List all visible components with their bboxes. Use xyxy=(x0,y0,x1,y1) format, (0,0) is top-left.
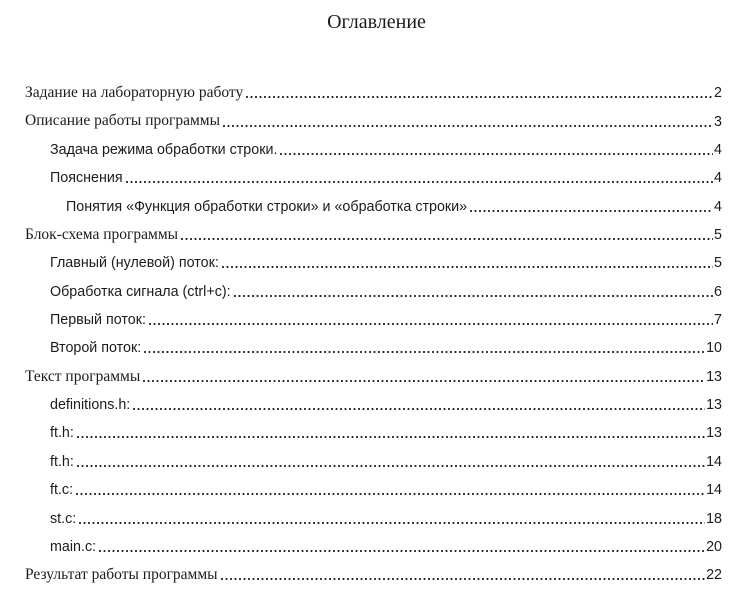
toc-entry-page: 13 xyxy=(706,368,722,385)
dot-leader xyxy=(222,266,713,268)
toc-entry-title: Обработка сигнала (ctrl+c): xyxy=(50,283,231,300)
toc-entry-page: 18 xyxy=(706,510,722,527)
toc-title: Оглавление xyxy=(327,11,426,33)
toc-entry[interactable] xyxy=(25,300,722,328)
dot-leader xyxy=(181,238,713,240)
toc-entry[interactable] xyxy=(25,413,722,441)
toc-entry-title: ft.c: xyxy=(50,482,74,499)
dot-leader xyxy=(133,408,705,410)
toc-entry[interactable] xyxy=(25,498,722,526)
toc-entry[interactable] xyxy=(25,158,722,186)
dot-leader xyxy=(76,493,705,495)
toc-entry-page: 10 xyxy=(706,340,722,357)
toc-entry-page: 13 xyxy=(706,425,722,442)
toc-entry[interactable] xyxy=(25,186,722,214)
dot-leader xyxy=(221,578,706,580)
toc-entry[interactable] xyxy=(25,130,722,158)
dot-leader xyxy=(470,210,713,212)
toc-entry-title: ft.h: xyxy=(50,453,74,470)
toc-entry[interactable] xyxy=(25,356,722,384)
toc-entry-page: 14 xyxy=(706,482,722,499)
toc-entry-page: 13 xyxy=(706,397,722,414)
dot-leader xyxy=(126,181,713,183)
toc-entry-title: Текст программы xyxy=(25,367,141,385)
toc-entry[interactable] xyxy=(25,73,722,101)
toc-entry-title: Блок-схема программы xyxy=(25,225,179,243)
toc-entry-page: 2 xyxy=(714,85,722,102)
toc-entry-page: 5 xyxy=(714,255,722,272)
toc-entry-page: 22 xyxy=(706,567,722,584)
toc-entry-title: Задача режима обработки строки. xyxy=(50,142,278,159)
toc-entry[interactable] xyxy=(25,101,722,129)
toc-entry[interactable] xyxy=(25,470,722,498)
dot-leader xyxy=(144,351,705,353)
dot-leader xyxy=(77,465,705,467)
dot-leader xyxy=(79,522,705,524)
toc-entry[interactable] xyxy=(25,328,722,356)
toc-entry-title: main.c: xyxy=(50,538,97,555)
dot-leader xyxy=(223,125,713,127)
toc-entry-title: Описание работы программы xyxy=(25,112,221,130)
toc-entry-title: Пояснения xyxy=(50,170,123,187)
toc-entry-title: definitions.h: xyxy=(50,397,131,414)
dot-leader xyxy=(77,436,705,438)
toc-entry-page: 14 xyxy=(706,453,722,470)
dot-leader xyxy=(143,380,705,382)
toc-entry-title: Задание на лабораторную работу xyxy=(25,84,244,102)
toc-entry-page: 4 xyxy=(714,142,722,159)
toc-entry-title: Главный (нулевой) поток: xyxy=(50,255,219,272)
toc-entry-title: Понятия «Функция обработки строки» и «обработка строки» xyxy=(66,198,468,215)
toc-entry-title: Второй поток: xyxy=(50,340,142,357)
dot-leader xyxy=(246,96,713,98)
toc-entry-title: st.c: xyxy=(50,510,77,527)
toc-entry[interactable] xyxy=(25,527,722,555)
dot-leader xyxy=(280,153,713,155)
toc-entry-title: Первый поток: xyxy=(50,312,146,329)
toc-entry-page: 4 xyxy=(714,170,722,187)
toc-entry[interactable] xyxy=(25,385,722,413)
dot-leader xyxy=(234,295,713,297)
toc-entry[interactable] xyxy=(25,243,722,271)
toc-entry-page: 4 xyxy=(714,198,722,215)
dot-leader xyxy=(149,323,713,325)
dot-leader xyxy=(99,550,705,552)
toc-entry-page: 7 xyxy=(714,312,722,329)
toc-entry-title: ft.h: xyxy=(50,425,74,442)
toc-entry[interactable] xyxy=(25,441,722,469)
toc-entry-page: 5 xyxy=(714,227,722,244)
toc-entry[interactable] xyxy=(25,271,722,299)
toc-entry-page: 6 xyxy=(714,283,722,300)
toc-entry-page: 3 xyxy=(714,113,722,130)
toc-list xyxy=(0,73,753,583)
toc-entry-page: 20 xyxy=(706,538,722,555)
toc-entry-title: Результат работы программы xyxy=(25,565,218,583)
toc-entry[interactable] xyxy=(25,555,722,583)
toc-entry[interactable] xyxy=(25,215,722,243)
